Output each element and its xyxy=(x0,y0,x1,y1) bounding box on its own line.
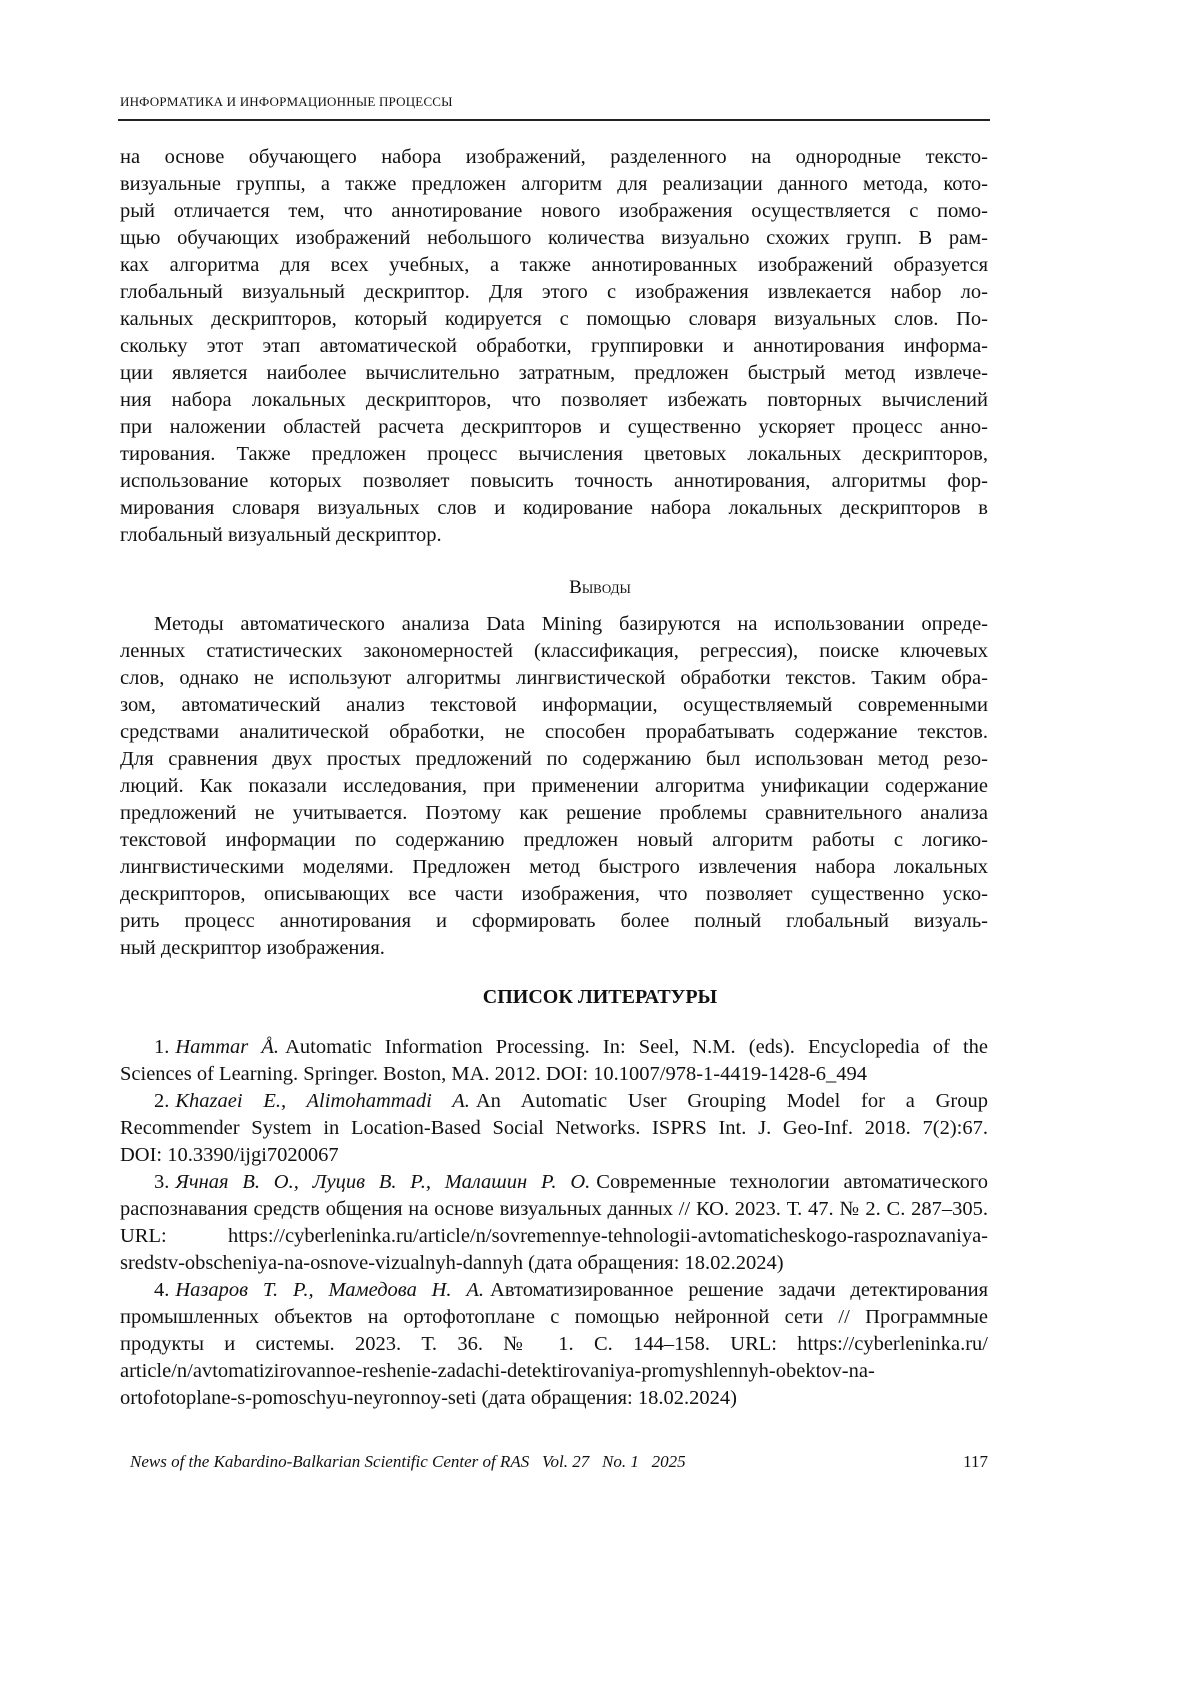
reference-line xyxy=(120,1196,988,1223)
line-text: мирования словаря визуальных слов и кодирование набора локальных дескрипторов в xyxy=(120,497,988,519)
text-line xyxy=(120,171,988,198)
references-title: СПИСОК ЛИТЕРАТУРЫ xyxy=(482,986,718,1008)
reference-line xyxy=(120,1115,988,1142)
reference-line xyxy=(120,1142,988,1169)
line-text: рить процесс аннотирования и сформировать более полный глобальный визуаль- xyxy=(120,910,988,932)
reference-text: Sciences of Learning. Springer. Boston, MA. 2012. DOI: 10.1007/978-1-4419-1428-6_494 xyxy=(120,1063,868,1085)
text-line xyxy=(120,638,988,665)
text-line xyxy=(120,692,988,719)
text-line xyxy=(120,611,988,638)
body-paragraph-1 xyxy=(120,144,988,549)
reference-text: An Automatic User Grouping Model for a Group xyxy=(475,1090,988,1112)
reference-line xyxy=(120,1250,988,1277)
reference-text: ortofotoplane-s-pomoschyu-neyronnoy-seti (дата обращения: 18.02.2024) xyxy=(120,1387,737,1409)
line-text: средствами аналитической обработки, не способен прорабатывать содержание текстов. xyxy=(120,721,988,743)
text-line xyxy=(120,144,988,171)
reference-authors: Ячная В. О., Луцив В. Р., Малашин Р. О. xyxy=(175,1171,591,1193)
reference-text: Автоматизированное решение задачи детектирования xyxy=(490,1279,988,1301)
line-text: ции является наиболее вычислительно затратным, предложен быстрый метод извлече- xyxy=(120,362,988,384)
text-line xyxy=(120,279,988,306)
line-text: ках алгоритма для всех учебных, а также аннотированных изображений образуется xyxy=(120,254,988,276)
reference-text: article/n/avtomatizirovannoe-reshenie-zadachi-detektirovaniya-promyshlennyh-obektov-na- xyxy=(120,1360,875,1382)
line-text: глобальный визуальный дескриптор. xyxy=(120,524,442,546)
text-line xyxy=(120,665,988,692)
reference-text: Automatic Information Processing. In: Seel, N.M. (eds). Encyclopedia of the xyxy=(285,1036,988,1058)
text-line xyxy=(120,881,988,908)
text-line xyxy=(120,800,988,827)
reference-text: продукты и системы. 2023. Т. 36. № 1. С. 144–158. URL: https://cyberleninka.ru/ xyxy=(120,1333,988,1355)
line-text: зом, автоматический анализ текстовой информации, осуществляемый современными xyxy=(120,694,988,716)
line-text: лингвистическими моделями. Предложен метод быстрого извлечения набора локальных xyxy=(120,856,988,878)
text-line xyxy=(120,827,988,854)
references-list xyxy=(120,1034,988,1412)
text-line xyxy=(120,387,988,414)
section-title-conclusions: Выводы xyxy=(569,577,631,598)
text-line xyxy=(120,198,988,225)
text-line xyxy=(120,225,988,252)
reference-line xyxy=(120,1331,988,1358)
text-line xyxy=(120,252,988,279)
reference-line xyxy=(120,1385,988,1412)
reference-text: распознавания средств общения на основе визуальных данных // КО. 2023. Т. 47. № 2. С. 287–305. xyxy=(120,1198,988,1220)
text-line xyxy=(120,441,988,468)
text-line xyxy=(120,935,988,962)
running-header: ИНФОРМАТИКА И ИНФОРМАЦИОННЫЕ ПРОЦЕССЫ xyxy=(120,94,453,109)
line-text: на основе обучающего набора изображений, разделенного на однородные тексто- xyxy=(120,146,988,168)
line-text: текстовой информации по содержанию предложен новый алгоритм работы с логико- xyxy=(120,829,988,851)
reference-text: sredstv-obscheniya-na-osnove-vizualnyh-dannyh (дата обращения: 18.02.2024) xyxy=(120,1252,784,1274)
reference-authors: Hammar Å. xyxy=(175,1036,280,1058)
line-text: тирования. Также предложен процесс вычисления цветовых локальных дескрипторов, xyxy=(120,443,988,465)
text-line xyxy=(120,746,988,773)
reference-line xyxy=(120,1223,988,1250)
text-line xyxy=(120,468,988,495)
reference-line xyxy=(120,1358,988,1385)
text-line xyxy=(120,908,988,935)
page-number: 117 xyxy=(963,1452,988,1471)
line-text: щью обучающих изображений небольшого количества визуально схожих групп. В рам- xyxy=(120,227,988,249)
reference-text: DOI: 10.3390/ijgi7020067 xyxy=(120,1144,339,1166)
line-text: ния набора локальных дескрипторов, что позволяет избежать повторных вычислений xyxy=(120,389,988,411)
line-text: использование которых позволяет повысить точность аннотирования, алгоритмы фор- xyxy=(120,470,988,492)
reference-number: 3. xyxy=(154,1171,170,1193)
text-line xyxy=(120,495,988,522)
text-line xyxy=(120,360,988,387)
line-text: рый отличается тем, что аннотирование нового изображения осуществляется с помо- xyxy=(120,200,988,222)
line-text: Для сравнения двух простых предложений по содержанию был использован метод резо- xyxy=(120,748,988,770)
reference-item xyxy=(120,1169,988,1196)
line-text: глобальный визуальный дескриптор. Для этого с изображения извлекается набор ло- xyxy=(120,281,988,303)
reference-number: 1. xyxy=(154,1036,170,1058)
reference-authors: Khazaei E., Alimohammadi A. xyxy=(175,1090,470,1112)
header-rule xyxy=(118,119,990,121)
line-text: кальных дескрипторов, который кодируется с помощью словаря визуальных слов. По- xyxy=(120,308,988,330)
body-paragraph-2 xyxy=(120,611,988,962)
text-line xyxy=(120,333,988,360)
reference-item xyxy=(120,1277,988,1304)
line-text: слов, однако не используют алгоритмы лингвистической обработки текстов. Таким обра- xyxy=(120,667,988,689)
reference-text: URL: https://cyberleninka.ru/article/n/sovremennye-tehnologii-avtomaticheskogo-raspoznavaniya- xyxy=(120,1225,988,1247)
line-text: предложений не учитывается. Поэтому как решение проблемы сравнительного анализа xyxy=(120,802,988,824)
line-text: люций. Как показали исследования, при применении алгоритма унификации содержание xyxy=(120,775,988,797)
text-line xyxy=(120,522,988,549)
text-line xyxy=(120,773,988,800)
reference-item xyxy=(120,1034,988,1061)
line-text: при наложении областей расчета дескрипторов и существенно ускоряет процесс анно- xyxy=(120,416,988,438)
text-line xyxy=(120,854,988,881)
line-text: скольку этот этап автоматической обработки, группировки и аннотирования информа- xyxy=(120,335,988,357)
line-text: дескрипторов, описывающих все части изображения, что позволяет существенно уско- xyxy=(120,883,988,905)
line-text: ный дескриптор изображения. xyxy=(120,937,385,959)
reference-text: Современные технологии автоматического xyxy=(596,1171,988,1193)
footer-journal: News of the Kabardino-Balkarian Scientific Center of RAS Vol. 27 No. 1 2025 xyxy=(130,1452,686,1471)
reference-authors: Назаров Т. Р., Мамедова Н. А. xyxy=(175,1279,485,1301)
reference-number: 2. xyxy=(154,1090,170,1112)
line-text: визуальные группы, а также предложен алгоритм для реализации данного метода, кото- xyxy=(120,173,988,195)
reference-line xyxy=(120,1304,988,1331)
reference-text: промышленных объектов на ортофотоплане с помощью нейронной сети // Программные xyxy=(120,1306,988,1328)
reference-text: Recommender System in Location-Based Social Networks. ISPRS Int. J. Geo-Inf. 2018. 7(2):67. xyxy=(120,1117,988,1139)
reference-number: 4. xyxy=(154,1279,170,1301)
text-line xyxy=(120,306,988,333)
text-line xyxy=(120,719,988,746)
reference-item xyxy=(120,1088,988,1115)
line-text: Методы автоматического анализа Data Mining базируются на использовании опреде- xyxy=(154,613,988,635)
reference-line xyxy=(120,1061,988,1088)
text-line xyxy=(120,414,988,441)
line-text: ленных статистических закономерностей (классификация, регрессия), поиске ключевых xyxy=(120,640,988,662)
